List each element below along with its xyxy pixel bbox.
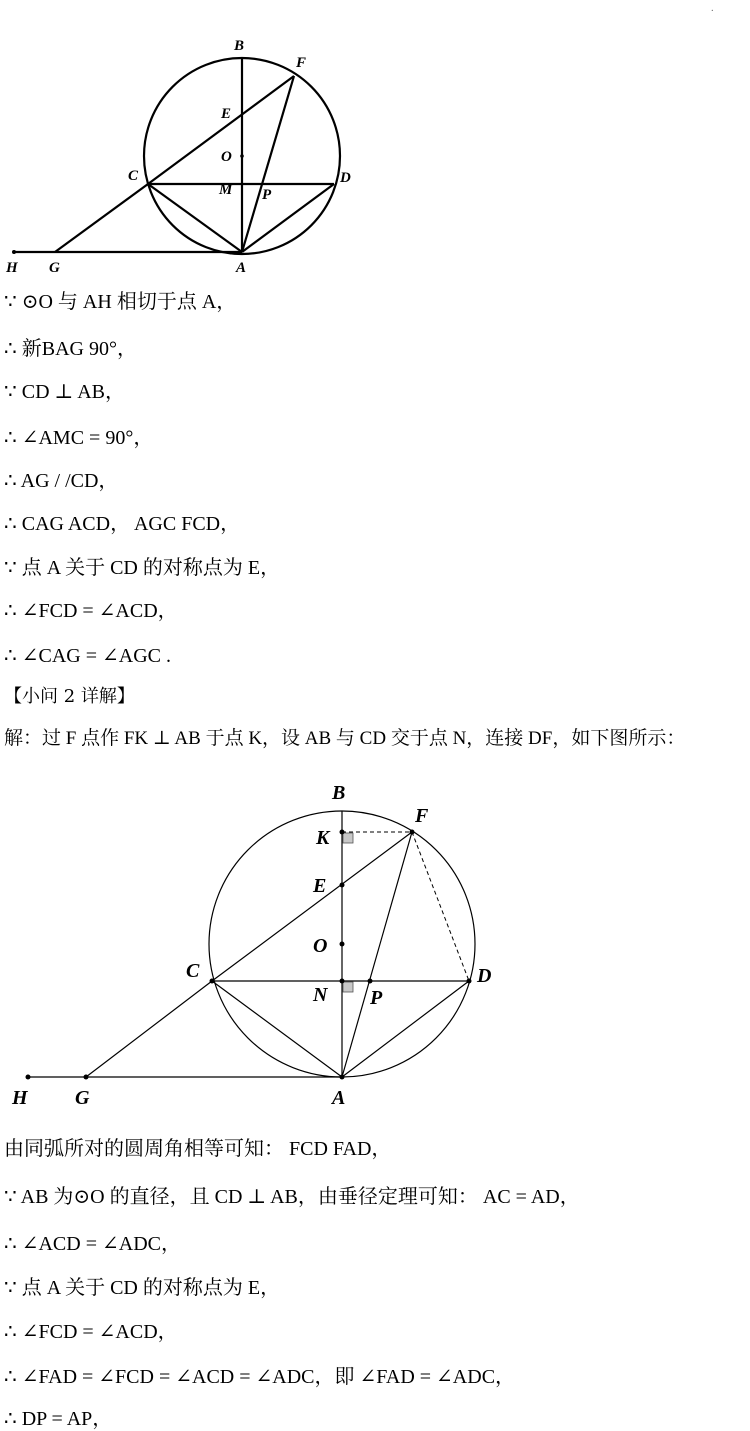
corner-mark: ·: [710, 6, 714, 17]
label2-C: C: [186, 960, 200, 982]
label2-K: K: [316, 827, 330, 849]
section-heading: 【小问 2 详解】: [4, 686, 135, 707]
label2-A: A: [332, 1087, 346, 1109]
line-p2-3: ∴ ∠ACD = ∠ADC，: [4, 1231, 181, 1255]
label-E: E: [221, 106, 232, 122]
label2-N: N: [313, 984, 328, 1006]
line-p1-7: ∵ 点 A 关于 CD 的对称点为 E，: [4, 555, 281, 579]
label-H: H: [6, 260, 18, 276]
label-D: D: [340, 170, 351, 186]
figure-1-diagram: [0, 0, 380, 285]
line-p1-2: ∴ 新BAG 90°，: [4, 336, 137, 360]
line-p1-1: ∵ ⊙O 与 AH 相切于点 A，: [4, 289, 237, 313]
label2-H: H: [12, 1087, 28, 1109]
label2-D: D: [477, 965, 492, 987]
line-p2-2: ∵ AB 为⊙O 的直径，且 CD ⊥ AB，由垂径定理可知： AC = AD，: [4, 1184, 580, 1208]
line-p1-9: ∴ ∠CAG = ∠AGC .: [4, 643, 171, 667]
line-p1-5: ∴ AG / /CD，: [4, 468, 119, 492]
label2-O: O: [313, 935, 328, 957]
line-p2-4: ∵ 点 A 关于 CD 的对称点为 E，: [4, 1275, 281, 1299]
label-P: P: [262, 187, 272, 203]
line-p2-1: 由同弧所对的圆周角相等可知： FCD FAD，: [4, 1138, 392, 1160]
line-p1-8: ∴ ∠FCD = ∠ACD，: [4, 598, 178, 622]
line-p2-5: ∴ ∠FCD = ∠ACD，: [4, 1319, 178, 1343]
label-G: G: [49, 260, 60, 276]
label2-E: E: [313, 875, 327, 897]
figure-2-diagram: [0, 770, 520, 1110]
solution-intro: 解：过 F 点作 FK ⊥ AB 于点 K，设 AB 与 CD 交于点 N，连接 DF，如下图所示：: [4, 728, 686, 749]
label-A: A: [236, 260, 247, 276]
label-O: O: [221, 149, 232, 165]
line-p1-6: ∴ CAG ACD， AGC FCD，: [4, 511, 241, 535]
label-M: M: [219, 182, 233, 198]
label-C: C: [128, 168, 139, 184]
label-F: F: [296, 55, 307, 71]
line-p1-3: ∵ CD ⊥ AB，: [4, 379, 126, 403]
label-B: B: [234, 38, 245, 54]
label2-F: F: [415, 805, 429, 827]
line-p1-4: ∴ ∠AMC = 90°，: [4, 425, 154, 449]
line-p2-6: ∴ ∠FAD = ∠FCD = ∠ACD = ∠ADC，即 ∠FAD = ∠ADC，: [4, 1364, 516, 1388]
label2-B: B: [332, 782, 346, 804]
line-p2-7: ∴ DP = AP，: [4, 1406, 113, 1430]
label2-P: P: [370, 987, 383, 1009]
label2-G: G: [75, 1087, 90, 1109]
